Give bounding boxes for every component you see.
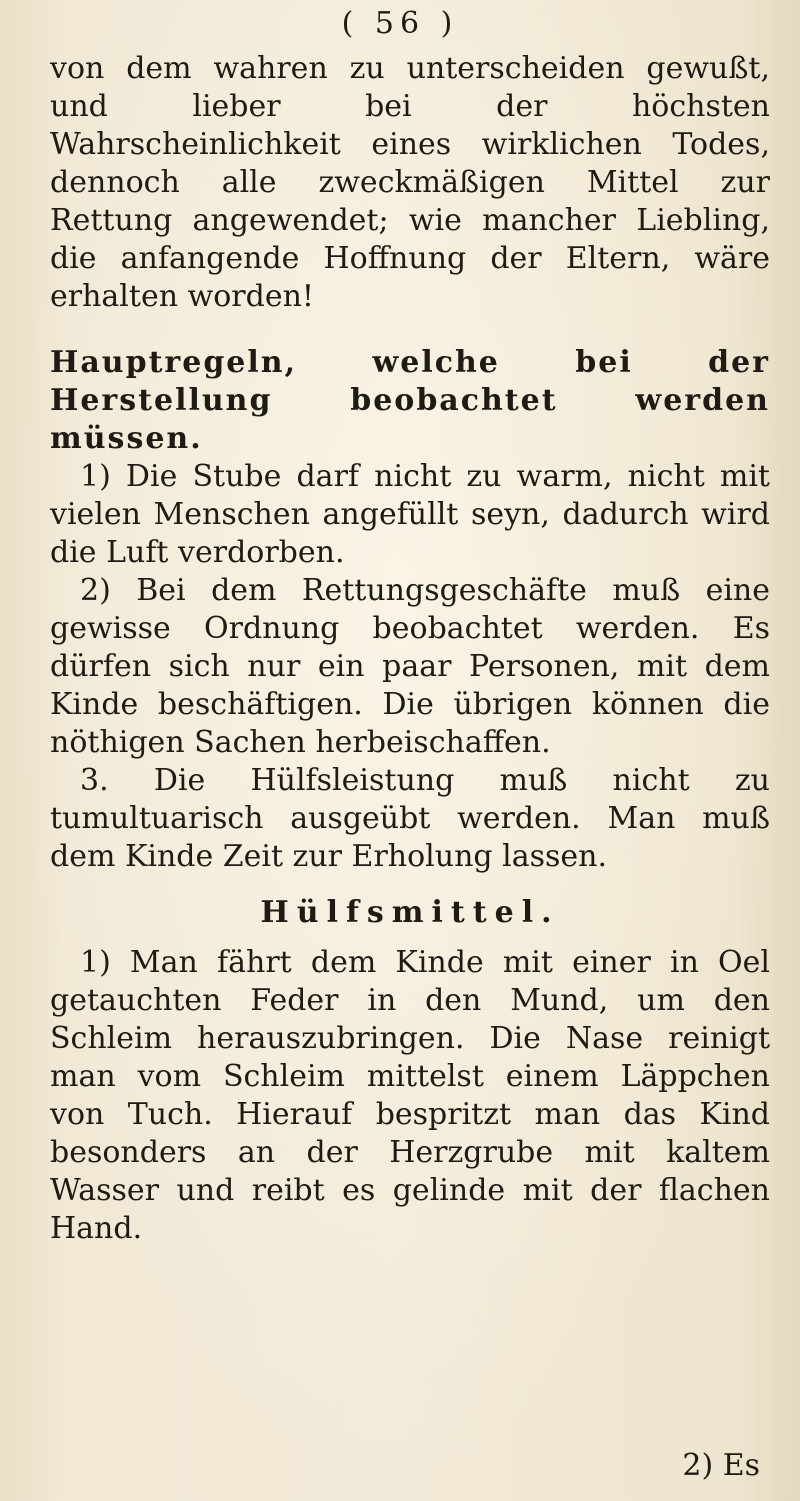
catchword: 2) Es xyxy=(682,1448,760,1483)
rule-2-paragraph: 2) Bei dem Rettungsgeschäfte muß eine gewisse Ordnung beobachtet werden. Es dürfen sich nur ein paar Personen, mit dem Kinde beschäftigen. Die übrigen können die nöthigen Sachen herbeischaffen. xyxy=(50,573,770,760)
rule-1-paragraph: 1) Die Stube darf nicht zu warm, nicht mit vielen Menschen angefüllt seyn, dadurch wird die Luft verdorben. xyxy=(50,459,770,570)
aid-1-paragraph: 1) Man fährt dem Kinde mit einer in Oel getauchten Feder in den Mund, um den Schleim herauszubringen. Die Nase reinigt man vom Schleim mittelst einem Läppchen von Tuch. Hierauf bespritzt man das Kind besonders an der Herzgrube mit kaltem Wasser und reibt es gelinde mit der flachen Hand. xyxy=(50,945,770,1246)
rule-3-paragraph: 3. Die Hülfsleistung muß nicht zu tumultuarisch ausgeübt werden. Man muß dem Kinde Zeit zur Erholung lassen. xyxy=(50,763,770,874)
heading-rules: Hauptregeln, welche bei der Herstellung beobachtet werden müssen. xyxy=(50,345,770,456)
page-number: ( 56 ) xyxy=(341,6,459,41)
heading-aids: Hülfsmittel. xyxy=(260,895,560,930)
page-text xyxy=(50,50,770,1248)
intro-paragraph: von dem wahren zu unterscheiden gewußt, und lieber bei der höchsten Wahrscheinlichkeit eines wirklichen Todes, dennoch alle zweckmäßigen Mittel zur Rettung angewendet; wie mancher Liebling, die anfangende Hoffnung der Eltern, wäre erhalten worden! xyxy=(50,51,770,314)
